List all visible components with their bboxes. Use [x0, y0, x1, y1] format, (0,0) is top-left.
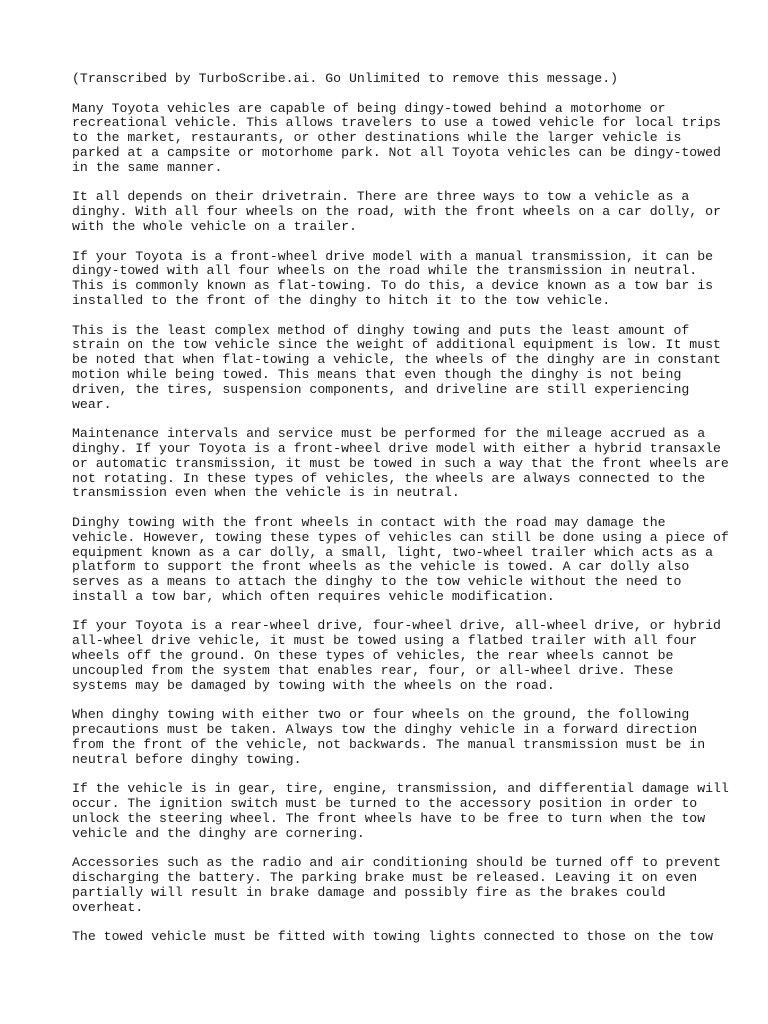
transcription-header-note [72, 72, 732, 87]
paragraph-line: Dinghy towing with the front wheels in contact with the road may damage the [72, 514, 666, 530]
body-paragraph [72, 324, 732, 413]
paragraph-line: wear. [72, 396, 112, 412]
paragraph-line: When dinghy towing with either two or four wheels on the ground, the following [72, 707, 690, 723]
paragraph-line: Maintenance intervals and service must be performed for the mileage accrued as a [72, 426, 706, 442]
paragraph-line: dinghy. With all four wheels on the road, with the front wheels on a car dolly, or [72, 204, 721, 220]
paragraph-line: overheat. [72, 899, 144, 915]
paragraph-line: recreational vehicle. This allows travelers to use a towed vehicle for local trips [72, 115, 721, 131]
paragraph-line: to the market, restaurants, or other destinations while the larger vehicle is [72, 130, 682, 146]
paragraph-line: platform to support the front wheels as the vehicle is towed. A car dolly also [72, 559, 690, 575]
paragraph-line: If your Toyota is a rear-wheel drive, four-wheel drive, all-wheel drive, or hybrid [72, 618, 721, 634]
paragraph-line: motion while being towed. This means that even though the dinghy is not being [72, 366, 682, 382]
paragraph-line: systems may be damaged by towing with the wheels on the road. [72, 677, 555, 693]
body-paragraph [72, 190, 732, 234]
document-body [72, 102, 732, 945]
paragraph-line: not rotating. In these types of vehicles, the wheels are always connected to the [72, 470, 706, 486]
paragraph-line: in the same manner. [72, 159, 223, 175]
paragraph-line: dinghy. If your Toyota is a front-wheel drive model with either a hybrid transaxle [72, 440, 721, 456]
paragraph-line: uncoupled from the system that enables rear, four, or all-wheel drive. These [72, 662, 674, 678]
paragraph-line: neutral before dinghy towing. [72, 751, 302, 767]
body-paragraph [72, 516, 732, 605]
paragraph-line: be noted that when flat-towing a vehicle, the wheels of the dinghy are in constant [72, 352, 721, 368]
document-page [72, 72, 732, 960]
paragraph-line: strain on the tow vehicle since the weight of additional equipment is low. It must [72, 337, 721, 353]
paragraph-line: precautions must be taken. Always tow the dinghy vehicle in a forward direction [72, 722, 698, 738]
paragraph-line: with the whole vehicle on a trailer. [72, 218, 357, 234]
paragraph-line: dingy-towed with all four wheels on the road while the transmission in neutral. [72, 263, 698, 279]
body-paragraph [72, 708, 732, 767]
body-paragraph [72, 619, 732, 693]
paragraph-line: unlock the steering wheel. The front wheels have to be free to turn when the tow [72, 810, 706, 826]
paragraph-line: The towed vehicle must be fitted with towing lights connected to those on the tow [72, 929, 714, 945]
paragraph-line: wheels off the ground. On these types of vehicles, the rear wheels cannot be [72, 648, 674, 664]
paragraph-line: This is commonly known as flat-towing. To do this, a device known as a tow bar is [72, 278, 714, 294]
paragraph-line: This is the least complex method of dinghy towing and puts the least amount of [72, 322, 690, 338]
paragraph-line: If your Toyota is a front-wheel drive model with a manual transmission, it can be [72, 248, 714, 264]
body-paragraph [72, 782, 732, 841]
body-paragraph [72, 250, 732, 309]
paragraph-line: vehicle. However, towing these types of vehicles can still be done using a piece of [72, 529, 729, 545]
paragraph-line: equipment known as a car dolly, a small, light, two-wheel trailer which acts as a [72, 544, 714, 560]
paragraph-line: Accessories such as the radio and air conditioning should be turned off to prevent [72, 855, 721, 871]
paragraph-line: parked at a campsite or motorhome park. Not all Toyota vehicles can be dingy-towed [72, 144, 721, 160]
paragraph-line: partially will result in brake damage and possibly fire as the brakes could [72, 884, 666, 900]
paragraph-line: It all depends on their drivetrain. There are three ways to tow a vehicle as a [72, 189, 690, 205]
paragraph-line: Many Toyota vehicles are capable of being dingy-towed behind a motorhome or [72, 100, 666, 116]
paragraph-line: installed to the front of the dinghy to hitch it to the tow vehicle. [72, 292, 611, 308]
paragraph-line: install a tow bar, which often requires vehicle modification. [72, 588, 555, 604]
header-note-line: (Transcribed by TurboScribe.ai. Go Unlimited to remove this message.) [72, 71, 619, 86]
paragraph-line: or automatic transmission, it must be towed in such a way that the front wheels are [72, 455, 729, 471]
body-paragraph [72, 930, 732, 945]
paragraph-line: If the vehicle is in gear, tire, engine, transmission, and differential damage will [72, 781, 729, 797]
paragraph-line: all-wheel drive vehicle, it must be towed using a flatbed trailer with all four [72, 633, 698, 649]
body-paragraph [72, 427, 732, 501]
paragraph-line: discharging the battery. The parking brake must be released. Leaving it on even [72, 870, 698, 886]
paragraph-line: transmission even when the vehicle is in neutral. [72, 485, 460, 501]
paragraph-line: vehicle and the dinghy are cornering. [72, 825, 365, 841]
body-paragraph [72, 856, 732, 915]
paragraph-line: from the front of the vehicle, not backwards. The manual transmission must be in [72, 736, 706, 752]
paragraph-line: driven, the tires, suspension components, and driveline are still experiencing [72, 381, 690, 397]
paragraph-line: occur. The ignition switch must be turned to the accessory position in order to [72, 796, 698, 812]
body-paragraph [72, 102, 732, 176]
paragraph-line: serves as a means to attach the dinghy to the tow vehicle without the need to [72, 574, 682, 590]
